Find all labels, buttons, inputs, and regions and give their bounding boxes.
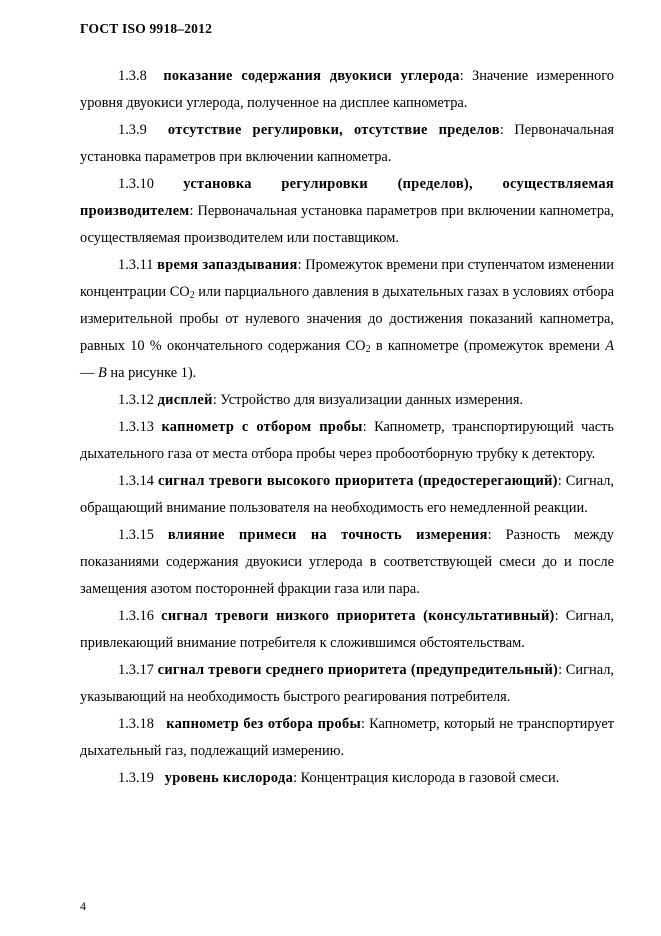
clause-number: 1.3.15 xyxy=(118,527,154,543)
clause-number: 1.3.8 xyxy=(118,68,147,84)
definition-text: : Первоначальная установка параметров при включении капнометра. xyxy=(80,122,614,165)
definition-text: : Значение измеренного уровня двуокиси углерода, полученное на дисплее капнометра. xyxy=(80,68,614,111)
definition-text: : Сигнал, обращающий внимание пользователя на необходимость его немедленной реакции. xyxy=(80,473,615,516)
term: показание содержания двуокиси углерода xyxy=(163,68,460,84)
clause-number: 1.3.11 xyxy=(118,257,154,273)
definition-text: или парциального давления в дыхательных газах в условиях отбора измерительной пробы от нулевого значения до достижения показаний капнометра, равных 10 % окончательного содержания CO xyxy=(80,284,614,354)
definition-1-3-15 xyxy=(80,522,614,603)
term: капнометр без отбора пробы xyxy=(166,716,361,732)
variable-b: B xyxy=(98,365,107,381)
definition-1-3-18 xyxy=(80,711,614,765)
clause-number: 1.3.16 xyxy=(118,608,154,624)
clause-number: 1.3.13 xyxy=(118,419,154,435)
variable-a: A xyxy=(605,338,615,354)
document-header: ГОСТ ISO 9918–2012 xyxy=(80,21,213,36)
term: капнометр с отбором пробы xyxy=(161,419,363,435)
term: сигнал тревоги низкого приоритета (консультативный) xyxy=(161,608,555,624)
definition-1-3-14 xyxy=(80,468,614,522)
clause-number: 1.3.10 xyxy=(118,176,154,192)
definition-1-3-17 xyxy=(80,657,614,711)
page-number: 4 xyxy=(80,899,86,913)
subscript: 2 xyxy=(365,344,371,355)
term: сигнал тревоги высокого приоритета (предостерегающий) xyxy=(158,473,558,489)
term: установка регулировки (пределов), осуществляемая производителем xyxy=(80,176,614,219)
definition-1-3-8 xyxy=(80,63,614,117)
definition-1-3-9 xyxy=(80,117,614,171)
definition-text: : Первоначальная установка параметров при включении капнометра, осуществляемая производителем или поставщиком. xyxy=(80,203,614,246)
definition-text: : Промежуток времени при ступенчатом изменении концентрации CO xyxy=(80,257,614,300)
definition-1-3-10 xyxy=(80,171,614,252)
definition-text: : Разность между показаниями содержания двуокиси углерода в соответствующей смеси до и после замещения азотом посторонней фракции газа или пара. xyxy=(80,527,614,597)
definition-text: : Капнометр, который не транспортирует дыхательный газ, подлежащий измерению. xyxy=(80,716,615,759)
definition-text: : Сигнал, привлекающий внимание потребителя к сложившимся обстоятельствам. xyxy=(80,608,614,651)
clause-number: 1.3.12 xyxy=(118,392,154,408)
clause-number: 1.3.19 xyxy=(118,770,154,786)
document-body xyxy=(80,63,614,792)
clause-number: 1.3.17 xyxy=(118,662,154,678)
definition-1-3-11 xyxy=(80,252,614,387)
clause-number: 1.3.18 xyxy=(118,716,154,732)
term: время запаздывания xyxy=(157,257,298,273)
definition-1-3-13 xyxy=(80,414,614,468)
definition-text: на рисунке 1). xyxy=(106,365,197,381)
term: уровень кислорода xyxy=(164,770,294,786)
definition-text: : Концентрация кислорода в газовой смеси. xyxy=(293,770,560,786)
definition-text: : Капнометр, транспортирующий часть дыхательного газа от места отбора пробы через пробоотборную трубку к детектору. xyxy=(80,419,614,462)
definition-text: : Сигнал, указывающий на необходимость быстрого реагирования потребителя. xyxy=(80,662,614,705)
term: сигнал тревоги среднего приоритета (предупредительный) xyxy=(157,662,559,678)
term: отсутствие регулировки, отсутствие пределов xyxy=(167,122,500,138)
term: влияние примеси на точность измерения xyxy=(167,527,488,543)
term: дисплей xyxy=(157,392,213,408)
definition-text: в капнометре (промежуток времени xyxy=(370,338,606,354)
definition-text: : Устройство для визуализации данных измерения. xyxy=(212,392,524,408)
clause-number: 1.3.9 xyxy=(118,122,147,138)
definition-1-3-12 xyxy=(80,387,614,414)
clause-number: 1.3.14 xyxy=(118,473,154,489)
dash: — xyxy=(80,365,98,381)
definition-1-3-19 xyxy=(80,765,614,792)
definition-1-3-16 xyxy=(80,603,614,657)
subscript: 2 xyxy=(189,290,195,301)
